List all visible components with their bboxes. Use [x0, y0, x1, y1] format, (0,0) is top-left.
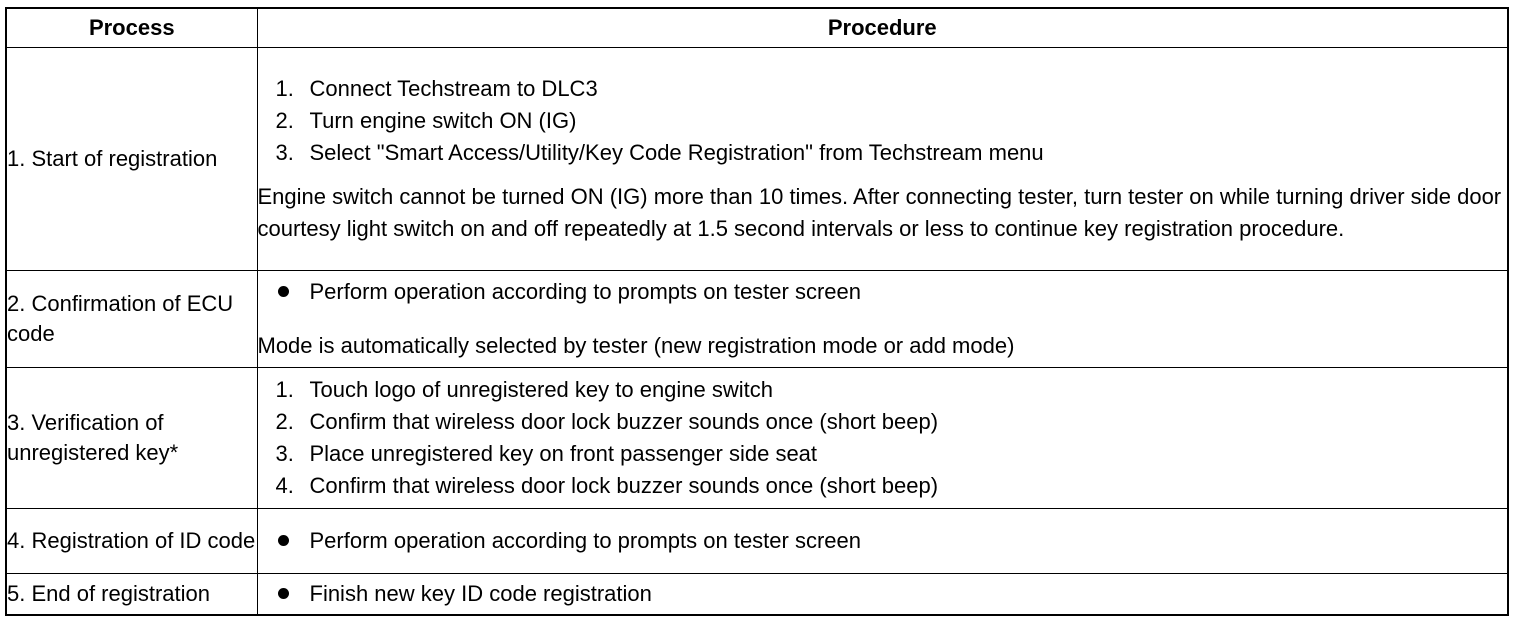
- procedure-cell: [257, 509, 1508, 574]
- step-item: [276, 137, 1508, 169]
- procedure-note: Engine switch cannot be turned ON (IG) more than 10 times. After connecting tester, turn tester on while turning driver side door courtesy light switch on and off repeatedly at 1.5 second intervals or less to continue key registration procedure.: [257, 184, 1502, 241]
- bullet-text: Perform operation according to prompts on tester screen: [309, 279, 861, 304]
- step-number: 2.: [275, 108, 294, 133]
- procedure-cell: [257, 48, 1508, 271]
- bullet-text: Finish new key ID code registration: [309, 581, 652, 606]
- step-item: [276, 438, 1508, 470]
- step-text: Touch logo of unregistered key to engine switch: [309, 377, 774, 402]
- table-row: [6, 574, 1508, 616]
- step-item: [276, 73, 1508, 105]
- table-row: [6, 368, 1508, 509]
- step-number: 2.: [275, 409, 294, 434]
- step-text: Select "Smart Access/Utility/Key Code Registration" from Techstream menu: [309, 140, 1044, 165]
- procedure-note: Mode is automatically selected by tester (new registration mode or add mode): [257, 333, 1015, 358]
- bullet-list: [258, 276, 1508, 308]
- process-cell: 4. Registration of ID code: [6, 509, 257, 574]
- bullet-dot-icon: [278, 286, 289, 297]
- step-number: 1.: [275, 76, 294, 101]
- procedure-cell: [257, 574, 1508, 616]
- step-item: [276, 105, 1508, 137]
- process-cell: 3. Verification of unregistered key*: [6, 368, 257, 509]
- step-text: Place unregistered key on front passenger side seat: [309, 441, 818, 466]
- table-row: [6, 271, 1508, 368]
- step-item: [276, 374, 1508, 406]
- step-text: Connect Techstream to DLC3: [309, 76, 598, 101]
- step-text: Confirm that wireless door lock buzzer sounds once (short beep): [309, 409, 939, 434]
- step-number: 3.: [275, 140, 294, 165]
- step-number: 3.: [275, 441, 294, 466]
- bullet-item: [276, 276, 1508, 308]
- step-text: Turn engine switch ON (IG): [309, 108, 577, 133]
- bullet-list: [258, 525, 1508, 557]
- procedure-cell: [257, 271, 1508, 368]
- bullet-list: [258, 578, 1508, 610]
- bullet-item: [276, 578, 1508, 610]
- step-number: 1.: [275, 377, 294, 402]
- bullet-text: Perform operation according to prompts on tester screen: [309, 528, 861, 553]
- table-row: [6, 48, 1508, 271]
- process-cell: 1. Start of registration: [6, 48, 257, 271]
- step-item: [276, 470, 1508, 502]
- bullet-item: [276, 525, 1508, 557]
- process-cell: 2. Confirmation of ECU code: [6, 271, 257, 368]
- step-text: Confirm that wireless door lock buzzer sounds once (short beep): [309, 473, 939, 498]
- step-list: [258, 73, 1508, 169]
- process-cell: 5. End of registration: [6, 574, 257, 616]
- bullet-dot-icon: [278, 535, 289, 546]
- table-row: [6, 509, 1508, 574]
- step-number: 4.: [275, 473, 294, 498]
- registration-procedure-table: [5, 7, 1509, 616]
- step-item: [276, 406, 1508, 438]
- bullet-dot-icon: [278, 588, 289, 599]
- process-column-header: Process: [6, 8, 257, 48]
- table-header-row: [6, 8, 1508, 48]
- step-list: [258, 374, 1508, 502]
- procedure-column-header: Procedure: [257, 8, 1508, 48]
- procedure-cell: [257, 368, 1508, 509]
